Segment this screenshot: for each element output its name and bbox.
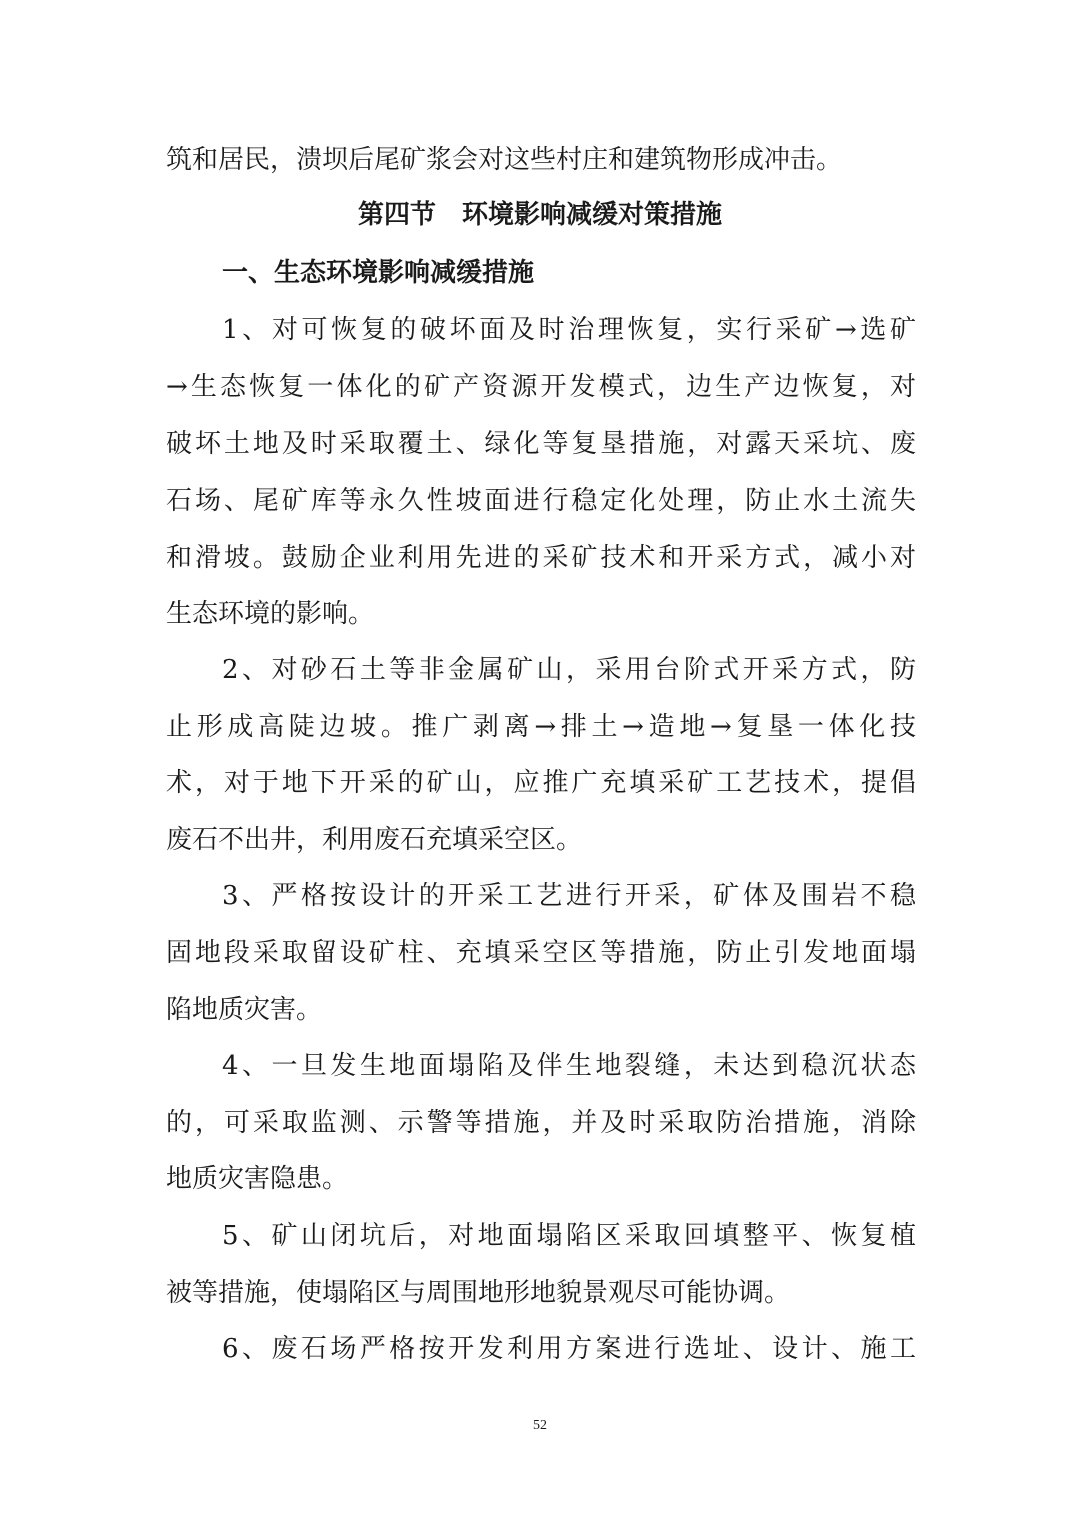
paragraph-line: 生态环境的影响。	[166, 599, 375, 629]
paragraph-line: 的，可采取监测、示警等措施，并及时采取防治措施，消除	[166, 1108, 916, 1138]
paragraph-line: 5、矿山闭坑后，对地面塌陷区采取回填整平、恢复植	[222, 1221, 916, 1251]
paragraph-line: 和滑坡。鼓励企业利用先进的采矿技术和开采方式，减小对	[166, 543, 916, 573]
continued-text-line: 筑和居民，溃坝后尾矿浆会对这些村庄和建筑物形成冲击。	[166, 145, 843, 175]
paragraph-line: 废石不出井，利用废石充填采空区。	[166, 825, 583, 855]
paragraph-line: 固地段采取留设矿柱、充填采空区等措施，防止引发地面塌	[166, 938, 916, 968]
paragraph-line: 石场、尾矿库等永久性坡面进行稳定化处理，防止水土流失	[166, 486, 916, 516]
paragraph-line: 被等措施，使塌陷区与周围地形地貌景观尽可能协调。	[166, 1278, 791, 1308]
paragraph-line: 4、一旦发生地面塌陷及伴生地裂缝，未达到稳沉状态	[222, 1051, 916, 1081]
paragraph-line: →生态恢复一体化的矿产资源开发模式，边生产边恢复，对	[166, 372, 916, 402]
section-title: 第四节 环境影响减缓对策措施	[357, 200, 722, 230]
paragraph-line: 1、对可恢复的破坏面及时治理恢复，实行采矿→选矿	[222, 315, 916, 345]
paragraph-line: 6、废石场严格按开发利用方案进行选址、设计、施工	[222, 1334, 916, 1364]
paragraph-line: 2、对砂石土等非金属矿山，采用台阶式开采方式，防	[222, 655, 916, 685]
paragraph-line: 止形成高陡边坡。推广剥离→排土→造地→复垦一体化技	[166, 712, 916, 742]
paragraph-line: 3、严格按设计的开采工艺进行开采，矿体及围岩不稳	[222, 881, 916, 911]
paragraph-line: 术，对于地下开采的矿山，应推广充填采矿工艺技术，提倡	[166, 768, 916, 798]
paragraph-line: 破坏土地及时采取覆土、绿化等复垦措施，对露天采坑、废	[166, 429, 916, 459]
paragraph-line: 地质灾害隐患。	[166, 1164, 349, 1194]
subsection-title: 一、生态环境影响减缓措施	[222, 258, 535, 288]
page-number: 52	[533, 1418, 547, 1433]
paragraph-line: 陷地质灾害。	[166, 995, 323, 1025]
